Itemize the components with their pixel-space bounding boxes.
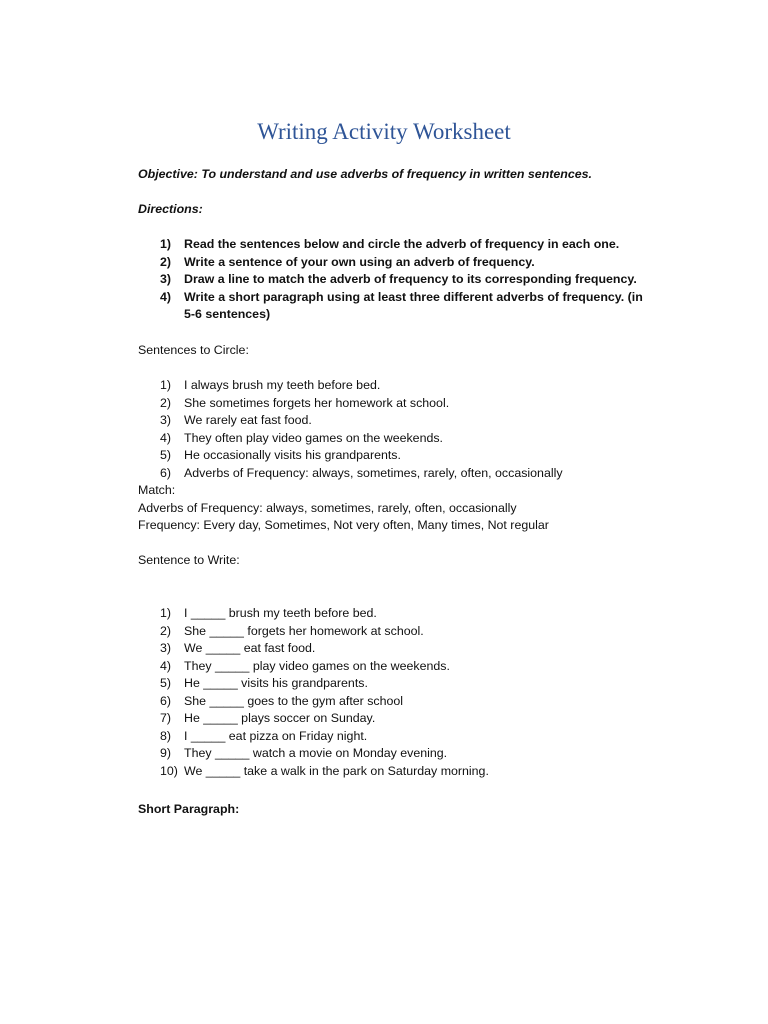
list-item (138, 763, 489, 781)
direction-item (138, 254, 654, 272)
directions-heading: Directions: (138, 202, 203, 216)
direction-text: Read the sentences below and circle the adverb of frequency in each one. (184, 237, 620, 251)
match-frequency: Frequency: Every day, Sometimes, Not very often, Many times, Not regular (138, 518, 549, 532)
direction-text: Draw a line to match the adverb of frequency to its corresponding frequency. (184, 272, 637, 286)
circle-sentences-list (138, 377, 563, 482)
sentence-text: I always brush my teeth before bed. (184, 378, 381, 392)
sentence-text: He _____ plays soccer on Sunday. (184, 711, 376, 725)
list-item (138, 430, 563, 448)
list-item (138, 693, 489, 711)
list-number: 4) (160, 289, 172, 304)
direction-item (138, 289, 654, 324)
circle-heading: Sentences to Circle: (138, 343, 249, 357)
write-sentences-list (138, 605, 489, 780)
direction-text: Write a sentence of your own using an adverb of frequency. (184, 254, 535, 269)
list-number: 9) (160, 746, 172, 760)
list-number: 5) (160, 448, 172, 462)
match-heading: Match: (138, 483, 176, 497)
sentence-text: I _____ eat pizza on Friday night. (184, 728, 368, 743)
list-item (138, 710, 489, 728)
list-number: 1) (160, 237, 172, 251)
paragraph-heading: Short Paragraph: (138, 802, 240, 816)
list-number: 4) (160, 658, 172, 673)
list-number: 10) (160, 763, 178, 778)
sentence-text: She sometimes forgets her homework at school. (184, 395, 450, 410)
list-number: 1) (160, 606, 172, 620)
page-title: Writing Activity Worksheet (257, 119, 511, 144)
list-item (138, 623, 489, 641)
sentence-text: He _____ visits his grandparents. (184, 676, 368, 690)
sentence-text: We _____ take a walk in the park on Saturday morning. (184, 763, 489, 778)
list-item (138, 658, 489, 676)
list-item (138, 377, 563, 395)
sentence-text: They _____ play video games on the weekends. (184, 658, 450, 673)
list-item (138, 447, 563, 465)
list-item (138, 412, 563, 430)
sentence-text: I _____ brush my teeth before bed. (184, 606, 377, 620)
sentence-text: She _____ goes to the gym after school (184, 693, 404, 708)
list-item (138, 640, 489, 658)
sentence-text: We _____ eat fast food. (184, 641, 316, 655)
list-item (138, 465, 563, 483)
sentence-text: She _____ forgets her homework at school. (184, 623, 424, 638)
list-number: 6) (160, 465, 172, 480)
sentence-text: He occasionally visits his grandparents. (184, 448, 401, 462)
list-item (138, 745, 489, 763)
list-number: 3) (160, 641, 172, 655)
list-number: 4) (160, 430, 172, 445)
objective-text: Objective: To understand and use adverbs of frequency in written sentences. (138, 167, 592, 181)
list-number: 1) (160, 378, 172, 392)
list-item (138, 728, 489, 746)
sentence-text: They _____ watch a movie on Monday evening. (184, 746, 448, 760)
list-item (138, 675, 489, 693)
list-number: 5) (160, 676, 172, 690)
list-number: 7) (160, 711, 172, 725)
direction-item (138, 236, 654, 254)
list-number: 8) (160, 728, 172, 743)
sentence-text: Adverbs of Frequency: always, sometimes, rarely, often, occasionally (184, 465, 563, 480)
list-number: 2) (160, 395, 172, 410)
list-number: 3) (160, 413, 172, 427)
list-number: 6) (160, 693, 172, 708)
list-item (138, 605, 489, 623)
sentence-text: We rarely eat fast food. (184, 413, 312, 427)
direction-item (138, 271, 654, 289)
write-heading: Sentence to Write: (138, 553, 240, 567)
directions-list (138, 236, 654, 324)
list-item (138, 395, 563, 413)
list-number: 3) (160, 272, 172, 286)
match-adverbs: Adverbs of Frequency: always, sometimes, rarely, often, occasionally (138, 501, 517, 515)
list-number: 2) (160, 254, 172, 269)
list-number: 2) (160, 623, 172, 638)
sentence-text: They often play video games on the weekends. (184, 430, 443, 445)
direction-text: Write a short paragraph using at least three different adverbs of frequency. (in 5-6 sentences) (184, 289, 643, 321)
